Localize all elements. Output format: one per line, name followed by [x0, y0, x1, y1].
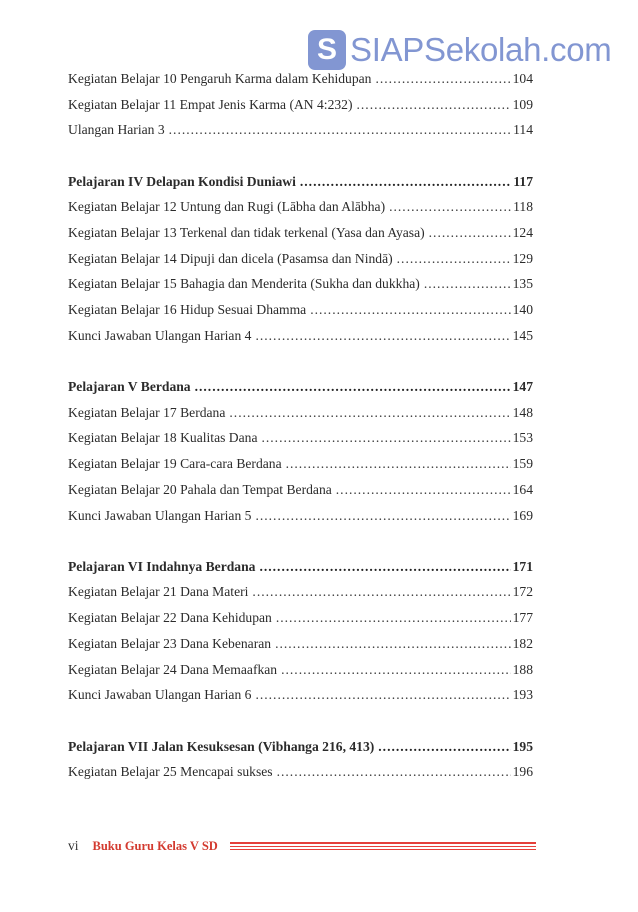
dot-leader — [300, 169, 511, 195]
toc-entry[interactable] — [68, 631, 533, 657]
toc-entry-label: Kunci Jawaban Ulangan Harian 6 — [68, 687, 252, 703]
chapter-page: 117 — [513, 173, 533, 189]
dot-leader — [255, 503, 510, 529]
page-footer — [68, 838, 536, 854]
dot-leader — [357, 92, 511, 118]
toc-entry[interactable] — [68, 451, 533, 477]
toc-entry[interactable] — [68, 323, 533, 349]
toc-entry-page: 193 — [512, 687, 533, 703]
site-watermark — [308, 30, 611, 70]
toc-entry-label: Kegiatan Belajar 13 Terkenal dan tidak terkenal (Yasa dan Ayasa) — [68, 225, 425, 241]
chapter-page: 171 — [512, 558, 533, 574]
toc-entry-page: 135 — [512, 276, 533, 292]
chapter-title: Pelajaran VI Indahnya Berdana — [68, 558, 256, 574]
toc-entry-page: 177 — [512, 610, 533, 626]
dot-leader — [378, 734, 510, 760]
toc-entry-page: 153 — [512, 430, 533, 446]
toc-chapter-heading[interactable] — [68, 554, 533, 580]
toc-entry-label: Kegiatan Belajar 17 Berdana — [68, 404, 226, 420]
toc-entry[interactable] — [68, 220, 533, 246]
toc-entry-label: Kegiatan Belajar 12 Untung dan Rugi (Lābha dan Alābha) — [68, 199, 386, 215]
watermark-text: SIAPSekolah.com — [350, 31, 612, 68]
toc-entry[interactable] — [68, 605, 533, 631]
toc-entry-label: Kegiatan Belajar 11 Empat Jenis Karma (AN 4:232) — [68, 96, 353, 112]
dot-leader — [286, 451, 511, 477]
toc-entry-label: Kegiatan Belajar 23 Dana Kebenaran — [68, 635, 272, 651]
dot-leader — [229, 400, 510, 426]
chapter-title: Pelajaran VII Jalan Kesuksesan (Vibhanga 216, 413) — [68, 738, 375, 754]
footer-rule-line — [230, 849, 536, 850]
toc-chapter-heading[interactable] — [68, 374, 533, 400]
toc-entry-page: 172 — [512, 584, 533, 600]
toc-entry[interactable] — [68, 194, 533, 220]
dot-leader — [275, 631, 511, 657]
toc-entry-label: Kegiatan Belajar 21 Dana Materi — [68, 584, 249, 600]
toc-entry[interactable] — [68, 477, 533, 503]
toc-entry-label: Kegiatan Belajar 10 Pengaruh Karma dalam Kehidupan — [68, 71, 372, 86]
dot-leader — [389, 194, 511, 220]
toc-entry-page: 188 — [512, 661, 533, 677]
dot-leader — [276, 605, 511, 631]
dot-leader — [255, 323, 510, 349]
toc-entry-label: Kegiatan Belajar 14 Dipuji dan dicela (Pasamsa dan Nindā) — [68, 250, 393, 266]
table-of-contents — [68, 66, 533, 785]
chapter-page: 195 — [512, 738, 533, 754]
toc-entry-label: Kegiatan Belajar 25 Mencapai sukses — [68, 764, 273, 780]
toc-entry-label: Kegiatan Belajar 20 Pahala dan Tempat Berdana — [68, 481, 332, 497]
chapter-page: 147 — [512, 379, 533, 395]
toc-entry-page: 182 — [512, 635, 533, 651]
toc-entry-page: 159 — [512, 456, 533, 472]
toc-entry-page: 129 — [512, 250, 533, 266]
toc-entry-page: 164 — [512, 481, 533, 497]
footer-rule-line — [230, 846, 536, 847]
toc-chapter-heading[interactable] — [68, 169, 533, 195]
toc-entry[interactable] — [68, 92, 533, 118]
toc-entry[interactable] — [68, 425, 533, 451]
toc-entry[interactable] — [68, 246, 533, 272]
dot-leader — [310, 297, 510, 323]
dot-leader — [195, 374, 511, 400]
section-gap — [68, 348, 533, 374]
dot-leader — [429, 220, 511, 246]
toc-entry-page: 169 — [512, 507, 533, 523]
dot-leader — [424, 271, 511, 297]
toc-entry[interactable] — [68, 682, 533, 708]
footer-rule-line — [230, 842, 536, 844]
toc-chapter-heading[interactable] — [68, 734, 533, 760]
toc-entry[interactable] — [68, 117, 533, 143]
toc-entry[interactable] — [68, 297, 533, 323]
toc-entry-page: 196 — [512, 764, 533, 780]
dot-leader — [277, 759, 511, 785]
toc-entry[interactable] — [68, 271, 533, 297]
toc-entry-page: 145 — [512, 327, 533, 343]
toc-entry-label: Kegiatan Belajar 18 Kualitas Dana — [68, 430, 258, 446]
toc-entry-page: 109 — [512, 96, 533, 112]
watermark-badge-icon: S — [308, 30, 346, 70]
toc-entry-page: 104 — [512, 71, 533, 86]
dot-leader — [259, 554, 510, 580]
toc-entry-label: Kegiatan Belajar 19 Cara-cara Berdana — [68, 456, 282, 472]
chapter-title: Pelajaran IV Delapan Kondisi Duniawi — [68, 173, 296, 189]
toc-entry-page: 140 — [512, 302, 533, 318]
toc-entry-page: 148 — [512, 404, 533, 420]
toc-entry[interactable] — [68, 657, 533, 683]
page-number: vi — [68, 838, 79, 853]
dot-leader — [261, 425, 510, 451]
dot-leader — [255, 682, 510, 708]
footer-rule — [230, 842, 536, 850]
toc-entry-page: 124 — [512, 225, 533, 241]
section-gap — [68, 708, 533, 734]
section-gap — [68, 528, 533, 554]
toc-entry-label: Kegiatan Belajar 16 Hidup Sesuai Dhamma — [68, 302, 307, 318]
toc-entry[interactable] — [68, 579, 533, 605]
toc-entry-label: Kunci Jawaban Ulangan Harian 5 — [68, 507, 252, 523]
chapter-title: Pelajaran V Berdana — [68, 379, 191, 395]
dot-leader — [336, 477, 511, 503]
dot-leader — [169, 117, 511, 143]
toc-entry[interactable] — [68, 759, 533, 785]
toc-entry-page: 114 — [513, 122, 533, 138]
dot-leader — [252, 579, 510, 605]
toc-entry[interactable] — [68, 503, 533, 529]
toc-entry-label: Ulangan Harian 3 — [68, 122, 165, 138]
toc-entry-label: Kegiatan Belajar 22 Dana Kehidupan — [68, 610, 272, 626]
toc-entry[interactable] — [68, 400, 533, 426]
dot-leader — [281, 657, 511, 683]
toc-entry-label: Kegiatan Belajar 15 Bahagia dan Menderita (Sukha dan dukkha) — [68, 276, 420, 292]
book-title: Buku Guru Kelas V SD — [92, 838, 218, 853]
toc-entry-label: Kegiatan Belajar 24 Dana Memaafkan — [68, 661, 278, 677]
section-gap — [68, 143, 533, 169]
toc-entry-page: 118 — [513, 199, 533, 215]
dot-leader — [397, 246, 511, 272]
toc-entry-label: Kunci Jawaban Ulangan Harian 4 — [68, 327, 252, 343]
